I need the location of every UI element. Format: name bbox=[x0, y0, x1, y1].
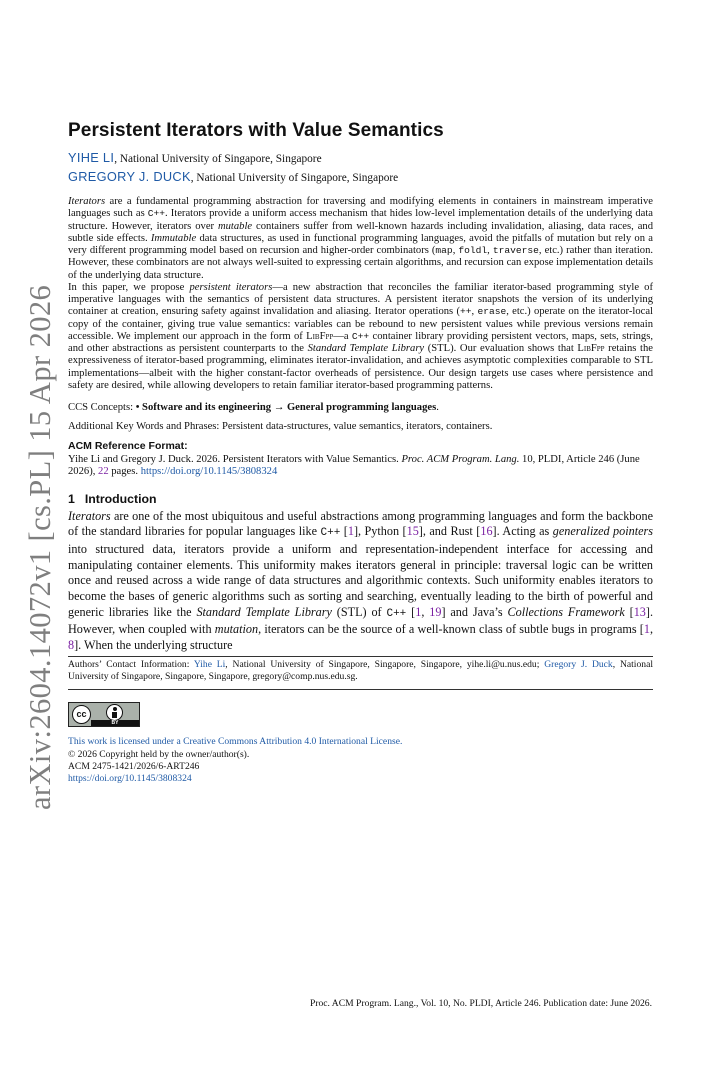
section-heading bbox=[68, 492, 653, 506]
abstract-paragraph bbox=[68, 196, 653, 282]
emphasis: mutable bbox=[217, 220, 253, 232]
text: are one of the most ubiquitous and useful abstractions among programming languages and form the backbone of the standard libraries for popular languages like bbox=[68, 508, 653, 539]
keywords: Additional Key Words and Phrases: Persistent data-structures, value semantics, iterators, containers. bbox=[68, 421, 493, 432]
emphasis: generalized pointers bbox=[552, 524, 654, 539]
author-line bbox=[68, 150, 653, 167]
text: , bbox=[487, 245, 493, 256]
text: , bbox=[421, 604, 430, 619]
text: [ bbox=[624, 604, 634, 619]
text: ], and Rust [ bbox=[418, 524, 481, 539]
text: , etc.) operate on the iterator-local copy of the container, giving true value semantics: variables can be rebound to new persistent values while previous versions remain accessible. We implement our approach in the form of bbox=[68, 306, 653, 342]
author-contact-info bbox=[68, 659, 653, 684]
text: Yihe Li and Gregory J. Duck. 2026. Persistent Iterators with Value Semantics. bbox=[68, 453, 402, 465]
emphasis: Immutable bbox=[150, 232, 197, 244]
section-title: Introduction bbox=[84, 491, 157, 506]
text: . Iterators provide a uniform access mechanism that hides low-level implementation details of the underlying data structure. However, iterators over bbox=[68, 208, 653, 232]
emphasis: Standard Template Library bbox=[196, 604, 332, 619]
text: . bbox=[436, 402, 439, 413]
arxiv-watermark: arXiv:2604.14072v1 [cs.PL] 15 Apr 2026 bbox=[23, 284, 57, 810]
page-footer: Proc. ACM Program. Lang., Vol. 10, No. PLDI, Article 246. Publication date: June 2026. bbox=[309, 998, 652, 1009]
footnote-rule bbox=[68, 656, 653, 657]
text: (STL). Our evaluation shows that bbox=[424, 343, 578, 354]
paper-page bbox=[68, 120, 653, 786]
acm-id: ACM 2475-1421/2026/6-ART246 bbox=[68, 761, 200, 773]
author-name[interactable]: YIHE LI bbox=[68, 150, 115, 165]
text: , bbox=[649, 622, 653, 637]
text: —a bbox=[333, 330, 352, 342]
emphasis: persistent iterators bbox=[189, 281, 273, 293]
text: pages. bbox=[108, 466, 141, 477]
copyright-text: © 2026 Copyright held by the owner/author(s). bbox=[68, 748, 250, 760]
text: into structured data, iterators provide a uniform and representation-independent interface for accessing and manipulating container elements. This uniformity makes iterators general in principle: traversal logic can be written once and reused across a wide range of data structures and algorithmic contexts. Such uniformity enables iterators to become the bases of generic algorithms such as sorting and searching, eventually leading to the birth of powerful and generic libraries like the bbox=[68, 541, 653, 619]
citation-link[interactable]: 1 bbox=[347, 524, 354, 539]
text: , bbox=[452, 245, 459, 256]
code: traverse bbox=[492, 245, 539, 256]
text: retains the expressiveness of iterator-based programming, eliminates iterator-invalidation, and achieves asymptotic complexities comparable to STL implementations—albeit with the higher constant-factor overheads of persistence. Our design targets use cases where persistence and safety are desired, while allowing developers to retain familiar iterator-based programming patterns. bbox=[68, 343, 653, 391]
ccs-label: CCS Concepts: bbox=[68, 402, 136, 413]
abstract-paragraph bbox=[68, 282, 653, 392]
by-label: BY bbox=[91, 720, 139, 726]
cc-icon: cc bbox=[72, 705, 91, 724]
license-block bbox=[68, 702, 653, 785]
code: ++ bbox=[459, 306, 472, 318]
author-affiliation: , National University of Singapore, Singapore bbox=[190, 172, 399, 184]
code: C++ bbox=[320, 527, 341, 540]
paper-title: Persistent Iterators with Value Semantics bbox=[68, 120, 444, 141]
pages-link[interactable]: 22 bbox=[98, 466, 109, 477]
text: data structures, as used in functional programming languages, avoid the pitfalls of mutation but rely on a very different programming model based on recursion and higher-order combinators ( bbox=[68, 232, 653, 256]
code: foldl bbox=[458, 245, 488, 256]
citation-link[interactable]: 16 bbox=[480, 524, 493, 539]
text: , National University of Singapore, Singapore, Singapore, yihe.li@u.nus.edu; bbox=[225, 658, 545, 670]
text: ] and Java’s bbox=[441, 604, 508, 619]
code: map bbox=[435, 245, 453, 256]
intro-paragraph bbox=[68, 509, 653, 654]
doi-link[interactable]: https://doi.org/10.1145/3808324 bbox=[68, 773, 192, 785]
library-name: LibFpp bbox=[577, 343, 605, 354]
license-info bbox=[68, 736, 653, 785]
text: ]. When the underlying structure bbox=[74, 638, 233, 653]
emphasis: Iterators bbox=[68, 508, 111, 523]
text: ], Python [ bbox=[353, 524, 407, 539]
code: C++ bbox=[147, 208, 166, 220]
text: Authors’ Contact Information: bbox=[68, 658, 194, 670]
citation-link[interactable]: 19 bbox=[429, 604, 442, 619]
citation-link[interactable]: 15 bbox=[406, 524, 419, 539]
doi-link[interactable]: https://doi.org/10.1145/3808324 bbox=[140, 466, 278, 477]
emphasis: Standard Template Library bbox=[307, 343, 425, 354]
code: C++ bbox=[386, 607, 407, 620]
author-line bbox=[68, 169, 653, 186]
citation-link[interactable]: 13 bbox=[633, 604, 646, 619]
text: are a fundamental programming abstraction for traversing and modifying elements in containers in mainstream imperative languages such as bbox=[68, 196, 653, 220]
text: container library providing persistent vectors, maps, sets, strings, and other abstractions as persistent counterparts to the bbox=[68, 330, 653, 354]
text: , National University of Singapore, Singapore, Singapore, gregory@comp.nus.edu.sg. bbox=[68, 658, 653, 683]
text: , etc.) rather than iteration. However, these combinators are not always well-suited to expressing certain algorithms, and recursion can expose implementation details of the underlying data structure. bbox=[68, 245, 654, 281]
emphasis: Proc. ACM Program. Lang. bbox=[401, 453, 520, 465]
attribution-person-icon bbox=[106, 704, 123, 721]
text: ]. However, when coupled with bbox=[68, 604, 653, 637]
text: 10, PLDI, Article 246 (June 2026), bbox=[68, 453, 640, 477]
code: erase bbox=[477, 306, 507, 318]
license-link[interactable]: This work is licensed under a Creative Commons Attribution 4.0 International License. bbox=[68, 736, 403, 748]
text: —a new abstraction that reconciles the familiar iterator-based programming style of imperative languages with the semantics of persistent data structures. A persistent iterator snapshots the version of its underlying container at creation, ensuring safety against invalidation and aliasing. Iterator operations ( bbox=[68, 281, 654, 318]
citation-link[interactable]: 1 bbox=[415, 604, 422, 619]
author-affiliation: , National University of Singapore, Singapore bbox=[114, 153, 322, 165]
acm-reference-heading: ACM Reference Format: bbox=[68, 440, 188, 452]
code: C++ bbox=[351, 330, 370, 342]
acm-reference bbox=[68, 440, 653, 479]
emphasis: mutation bbox=[214, 622, 259, 637]
footnote-rule bbox=[68, 689, 653, 690]
text: ]. Acting as bbox=[492, 524, 553, 539]
citation-link[interactable]: 8 bbox=[68, 638, 75, 653]
section-number: 1 bbox=[68, 491, 75, 506]
text: In this paper, we propose bbox=[68, 281, 190, 293]
author-name[interactable]: GREGORY J. DUCK bbox=[68, 169, 191, 184]
abstract bbox=[68, 196, 653, 392]
ccs-value: • Software and its engineering → General programming languages bbox=[135, 402, 437, 413]
text: , iterators can be the source of a well-known class of subtle bugs in programs [ bbox=[258, 622, 644, 637]
emphasis: Iterators bbox=[68, 196, 106, 207]
cc-by-license-icon[interactable] bbox=[68, 702, 140, 727]
citation-link[interactable]: 1 bbox=[643, 622, 650, 637]
text: , bbox=[471, 306, 478, 318]
text: (STL) of bbox=[331, 604, 387, 619]
library-name: LibFpp bbox=[306, 330, 334, 342]
text: [ bbox=[406, 604, 416, 619]
emphasis: Collections Framework bbox=[507, 604, 625, 619]
author-link[interactable]: Gregory J. Duck bbox=[544, 658, 613, 670]
text: [ bbox=[340, 524, 348, 539]
ccs-concepts bbox=[68, 402, 653, 413]
author-link[interactable]: Yihe Li bbox=[193, 658, 226, 670]
text: containers suffer from well-known hazards including invalidation, aliasing, data races, and subtle side effects. bbox=[68, 220, 653, 244]
